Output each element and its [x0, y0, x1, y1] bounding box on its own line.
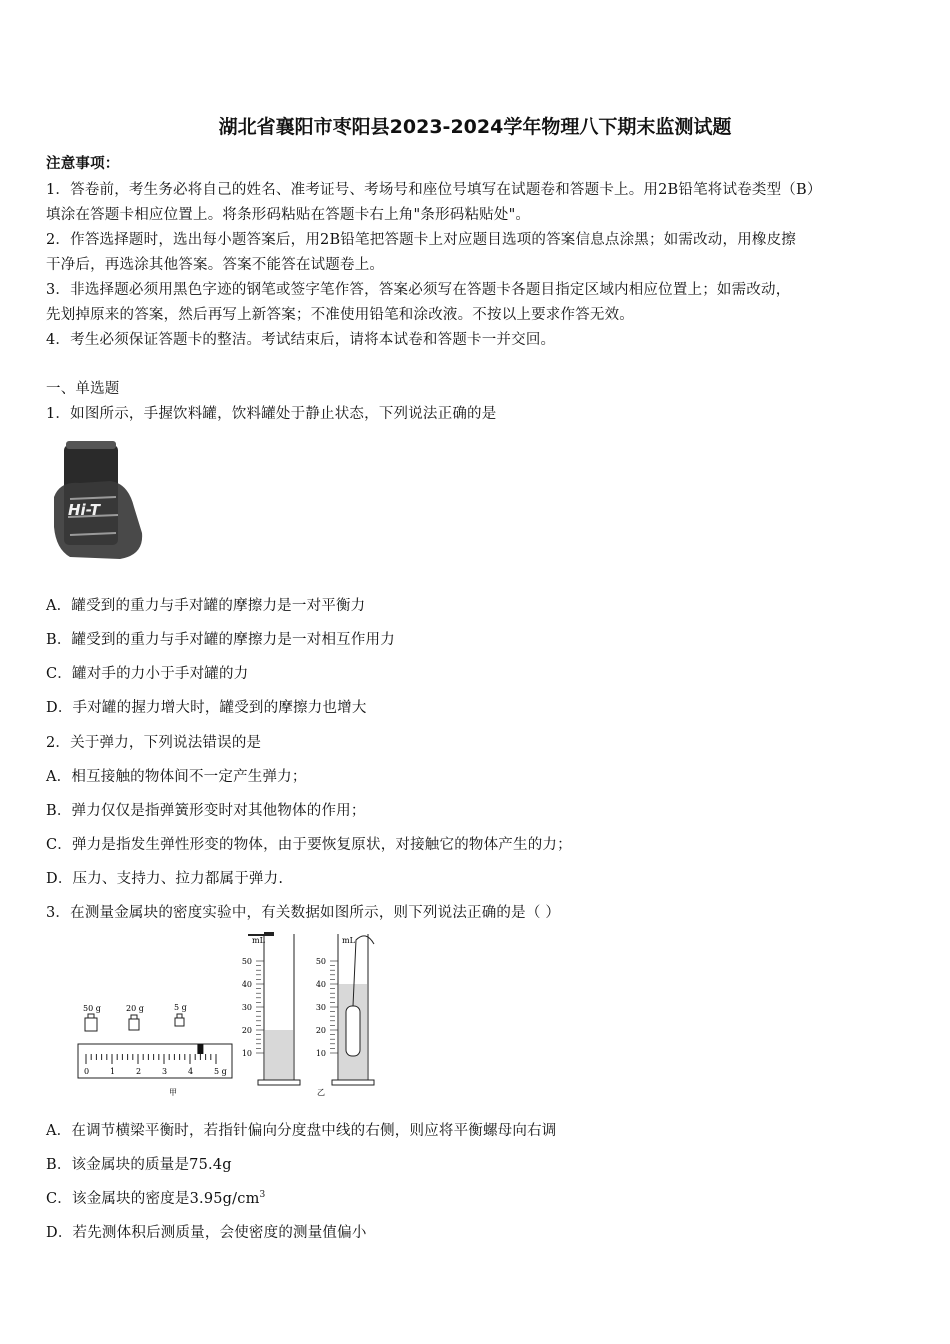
- scale-label: 3: [162, 1067, 168, 1076]
- hand: [54, 481, 142, 559]
- scale-label: 5 g: [214, 1067, 227, 1076]
- unit-label: mL: [252, 936, 265, 945]
- cylinder-base: [258, 1080, 300, 1085]
- notice-heading: 注意事项：: [46, 155, 120, 172]
- cylinder-with-block: [316, 934, 374, 1097]
- tick-label: 50: [315, 957, 326, 966]
- notice-line: 4．考生必须保证答题卡的整洁。考试结束后，请将本试卷和答题卡一并交回。: [46, 332, 556, 348]
- question-stem: 1．如图所示，手握饮料罐，饮料罐处于静止状态，下列说法正确的是: [46, 406, 497, 422]
- option-d: D．手对罐的握力增大时，罐受到的摩擦力也增大: [46, 700, 367, 716]
- tick-label: 40: [315, 980, 326, 989]
- option-b: B．该金属块的质量是75.4g: [46, 1157, 232, 1173]
- option-a: A．在调节横梁平衡时，若指针偏向分度盘中线的右侧，则应将平衡螺母向右调: [46, 1123, 557, 1139]
- scale-ticks: [86, 1054, 216, 1064]
- density-experiment-figure: [74, 930, 394, 1098]
- notice-line: 先划掉原来的答案，然后再写上新答案；不准使用铅笔和涂改液。不按以上要求作答无效。: [46, 307, 634, 323]
- notice-line: 填涂在答题卡相应位置上。将条形码粘贴在答题卡右上角"条形码粘贴处"。: [46, 207, 531, 223]
- beam-scale: [78, 1044, 232, 1078]
- scale-label: 0: [84, 1067, 90, 1076]
- weight-label-5g: 5 g: [174, 1003, 187, 1012]
- cylinder-rim: [248, 934, 274, 936]
- option-c: [46, 1187, 265, 1208]
- notice-line: 2．作答选择题时，选出每小题答案后，用2B铅笔把答题卡上对应题目选项的答案信息点涂黑；如需改动，用橡皮擦: [46, 232, 797, 248]
- label-jia: 甲: [169, 1088, 177, 1097]
- scale-label: 4: [188, 1067, 194, 1076]
- weight-label-50g: 50 g: [83, 1004, 101, 1013]
- weight-knob: [88, 1014, 94, 1018]
- option-d: D．若先测体积后测质量，会使密度的测量值偏小: [46, 1225, 367, 1241]
- tick-label: 20: [241, 1026, 252, 1035]
- option-c: C．罐对手的力小于手对罐的力: [46, 666, 249, 682]
- metal-block: [346, 1006, 360, 1056]
- option-b: B．罐受到的重力与手对罐的摩擦力是一对相互作用力: [46, 632, 395, 648]
- unit-exponent: 3: [259, 1190, 266, 1201]
- cylinder-spout: [264, 932, 274, 934]
- cylinder-ticks: [330, 961, 338, 1053]
- option-a: A．相互接触的物体间不一定产生弹力；: [46, 769, 307, 785]
- page-title: 湖北省襄阳市枣阳县2023-2024学年物理八下期末监测试题: [218, 116, 732, 138]
- tick-label: 30: [315, 1003, 326, 1012]
- notice-line: 3．非选择题必须用黑色字迹的钢笔或签字笔作答，答案必须写在答题卡各题目指定区域内相应位置上；如需改动，: [46, 282, 791, 298]
- tick-label: 30: [241, 1003, 252, 1012]
- weight-label-20g: 20 g: [126, 1004, 144, 1013]
- weight-knob: [131, 1015, 137, 1019]
- scale-label: 2: [136, 1067, 142, 1076]
- tick-label: 40: [241, 980, 252, 989]
- option-d: D．压力、支持力、拉力都属于弹力.: [46, 871, 284, 887]
- can-in-hand-figure: [50, 437, 146, 563]
- tick-label: 50: [241, 957, 252, 966]
- rider: [197, 1044, 203, 1054]
- weight-50g: [85, 1018, 97, 1031]
- notice-line: 1．答卷前，考生务必将自己的姓名、准考证号、考场号和座位号填写在试题卷和答题卡上。用2B铅笔将试卷类型（B）: [46, 182, 822, 198]
- can-label: Hi-T: [68, 501, 100, 519]
- cylinder-ticks: [256, 961, 264, 1053]
- weight-5g: [175, 1018, 184, 1026]
- unit-label: mL: [342, 936, 355, 945]
- option-c-text: C．该金属块的密度是3.95g/cm: [46, 1191, 260, 1207]
- question-stem: 3．在测量金属块的密度实验中，有关数据如图所示，则下列说法正确的是（ ）: [46, 905, 561, 921]
- tick-label: 10: [315, 1049, 326, 1058]
- can-top: [66, 441, 116, 449]
- tick-label: 20: [315, 1026, 326, 1035]
- question-stem: 2．关于弹力，下列说法错误的是: [46, 735, 262, 751]
- tick-label: 10: [241, 1049, 252, 1058]
- cylinder-without-block: [242, 932, 300, 1085]
- option-a: A．罐受到的重力与手对罐的摩擦力是一对平衡力: [46, 598, 366, 614]
- option-c: C．弹力是指发生弹性形变的物体，由于要恢复原状，对接触它的物体产生的力；: [46, 837, 572, 853]
- section-heading: 一、单选题: [46, 381, 120, 397]
- option-b: B．弹力仅仅是指弹簧形变时对其他物体的作用；: [46, 803, 366, 819]
- weight-knob: [177, 1014, 182, 1018]
- notice-line: 干净后，再选涂其他答案。答案不能答在试题卷上。: [46, 257, 385, 273]
- scale-label: 1: [110, 1067, 116, 1076]
- water-level: [265, 1030, 293, 1080]
- label-yi: 乙: [317, 1088, 325, 1097]
- cylinder-base: [332, 1080, 374, 1085]
- weight-20g: [129, 1019, 139, 1030]
